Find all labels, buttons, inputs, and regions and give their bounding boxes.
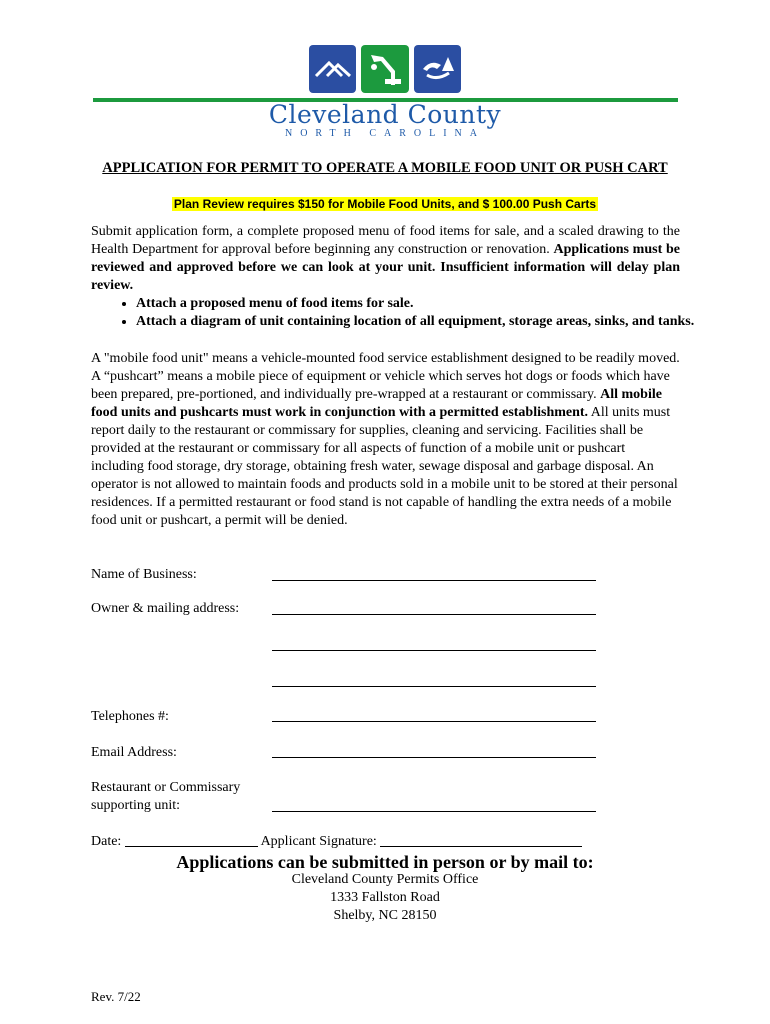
signature-field[interactable]	[380, 846, 582, 847]
restaurant-field[interactable]	[272, 811, 596, 812]
county-logo-icons	[309, 45, 461, 95]
business-name-label: Name of Business:	[91, 567, 197, 582]
definition-paragraph	[91, 350, 680, 530]
owner-address-field-2[interactable]	[272, 650, 596, 651]
restaurant-label-line2: supporting unit:	[91, 798, 181, 813]
bullet-menu: • Attach a proposed menu of food items for sale.	[136, 295, 725, 313]
intro-text: Submit application form, a complete proposed menu of food items for sale, and a scaled drawing to the Health Department for approval before beginning any construction or renovation.	[91, 224, 680, 257]
car-tree-icon	[414, 45, 461, 93]
definition-bold-text: All mobile food units and pushcarts must work in conjunction with a permitted establishment.	[91, 387, 662, 420]
owner-address-field-3[interactable]	[272, 686, 596, 687]
signature-row	[91, 834, 582, 850]
county-name: Cleveland County	[268, 100, 502, 129]
house-icon	[309, 45, 356, 93]
attachment-list	[91, 295, 725, 331]
email-label: Email Address:	[91, 745, 177, 760]
office-street: 1333 Fallston Road	[330, 890, 440, 905]
construction-crane-icon	[361, 45, 408, 93]
restaurant-label-line1: Restaurant or Commissary	[91, 780, 241, 795]
office-city: Shelby, NC 28150	[333, 908, 437, 923]
fee-note-text: Plan Review requires $150 for Mobile Food Units, and $ 100.00 Push Carts	[173, 197, 597, 211]
definition-rest-text: All units must report daily to the restaurant or commissary for supplies, cleaning and servicing. Facilities shall be provided at the restaurant or commissary for all aspects of function of a mobile unit or pushcart including food storage, dry storage, obtaining fresh water, sewage disposal and garbage disposal. An operator is not allowed to maintain foods and products sold in a mobile unit to be stored at their personal residences. If a permitted restaurant or food stand is not capable of handling the extra needs of a mobile food unit or pushcart, a permit will be denied.	[91, 405, 678, 528]
office-name: Cleveland County Permits Office	[291, 872, 479, 887]
document-title: APPLICATION FOR PERMIT TO OPERATE A MOBILE FOOD UNIT OR PUSH CART	[102, 160, 668, 176]
intro-paragraph	[91, 223, 680, 295]
date-field[interactable]	[125, 846, 258, 847]
definition-text: A "mobile food unit" means a vehicle-mounted food service establishment designed to be readily moved. A “pushcart” means a mobile piece of equipment or vehicle which serves hot dogs or foods which have been prepared, pre-portioned, and individually pre-wrapped at a restaurant or commissary.	[91, 351, 680, 402]
business-name-field[interactable]	[272, 580, 596, 581]
owner-address-label: Owner & mailing address:	[91, 601, 240, 616]
telephone-field[interactable]	[272, 721, 596, 722]
intro-bold-text: Applications must be reviewed and approved before we can look at your unit. Insufficient information will delay plan review.	[91, 242, 680, 293]
bullet-diagram: • Attach a diagram of unit containing location of all equipment, storage areas, sinks, and tanks.	[136, 313, 725, 331]
email-field[interactable]	[272, 757, 596, 758]
owner-address-field-1[interactable]	[272, 614, 596, 615]
telephone-label: Telephones #:	[91, 709, 169, 724]
revision-note: Rev. 7/22	[91, 989, 141, 1004]
date-label: Date:	[91, 834, 122, 849]
fee-note	[0, 195, 770, 213]
signature-label: Applicant Signature:	[260, 834, 377, 849]
state-name: NORTH CAROLINA	[284, 128, 485, 139]
submission-heading: Applications can be submitted in person or by mail to:	[176, 852, 594, 872]
